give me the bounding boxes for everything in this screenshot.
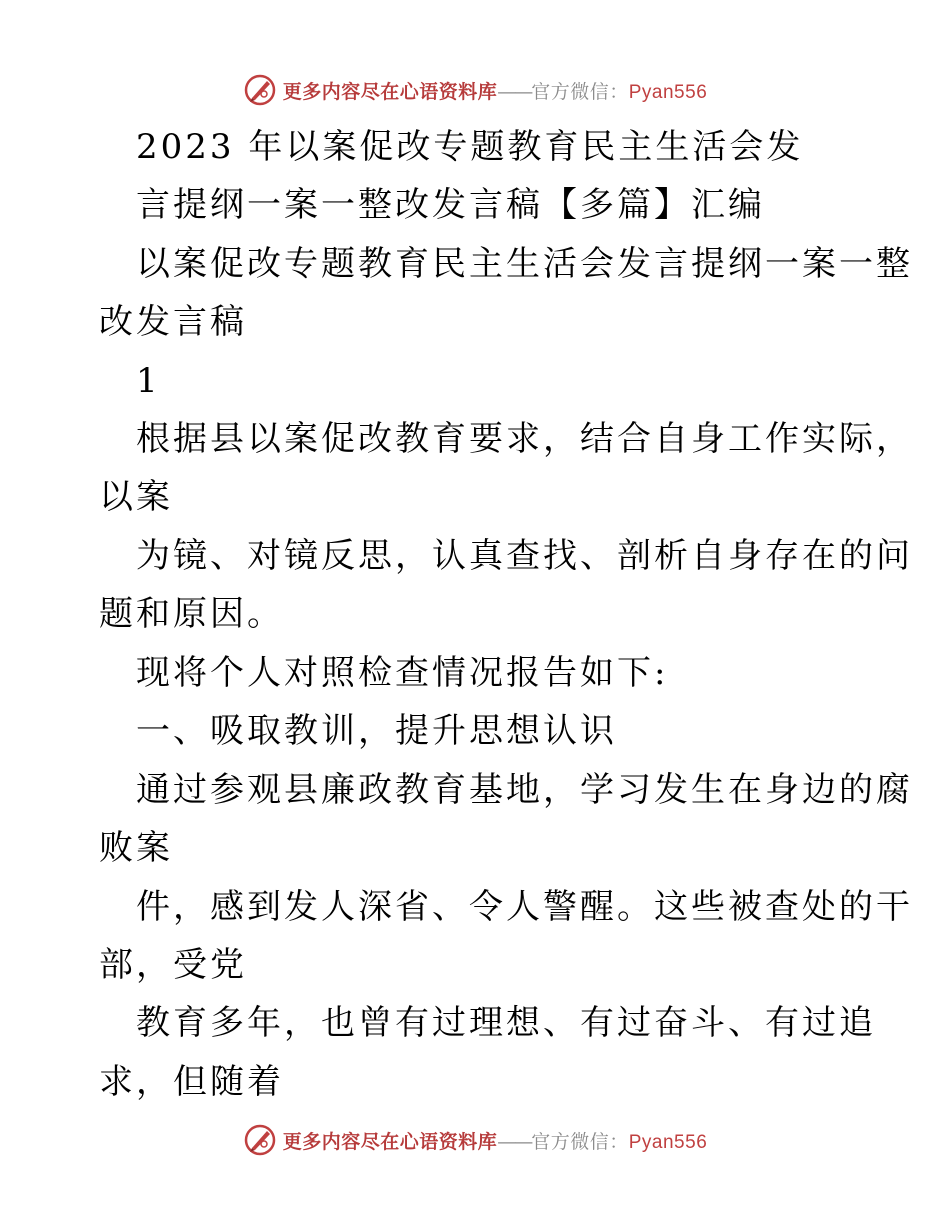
paragraph-line: 1 [136, 361, 161, 401]
paragraph-line: 部，受党 [99, 945, 247, 985]
paragraph-line: 根据县以案促改教育要求，结合自身工作实际， [136, 419, 913, 459]
paragraph-line: 件，感到发人深省、令人警醒。这些被查处的干 [136, 887, 913, 927]
banner-text: 更多内容尽在心语资料库——官方微信：Pyan556 [282, 80, 708, 103]
paragraph-line: 题和原因。 [99, 594, 284, 634]
paragraph-line: 以案促改专题教育民主生活会发言提纲一案一整 [136, 244, 913, 284]
section-heading: 一、吸取教训，提升思想认识 [136, 711, 617, 751]
title-line-1: 2023 年以案促改专题教育民主生活会发 [136, 127, 804, 167]
paragraph-line: 以案 [99, 477, 173, 517]
quill-logo-icon [243, 73, 277, 107]
quill-logo-icon [243, 1123, 277, 1157]
banner-text: 更多内容尽在心语资料库——官方微信：Pyan556 [282, 1130, 708, 1153]
header-banner [0, 70, 950, 110]
paragraph-line: 改发言稿 [99, 302, 247, 342]
footer-banner [0, 1120, 950, 1160]
paragraph-line: 通过参观县廉政教育基地，学习发生在身边的腐 [136, 770, 913, 810]
paragraph-line: 求，但随着 [99, 1062, 284, 1102]
title-line-2: 言提纲一案一整改发言稿【多篇】汇编 [136, 185, 765, 225]
paragraph-line: 败案 [99, 828, 173, 868]
paragraph-line: 为镜、对镜反思，认真查找、剖析自身存在的问 [136, 536, 913, 576]
paragraph-line: 教育多年，也曾有过理想、有过奋斗、有过追 [136, 1003, 876, 1043]
paragraph-line: 现将个人对照检查情况报告如下: [136, 653, 669, 693]
